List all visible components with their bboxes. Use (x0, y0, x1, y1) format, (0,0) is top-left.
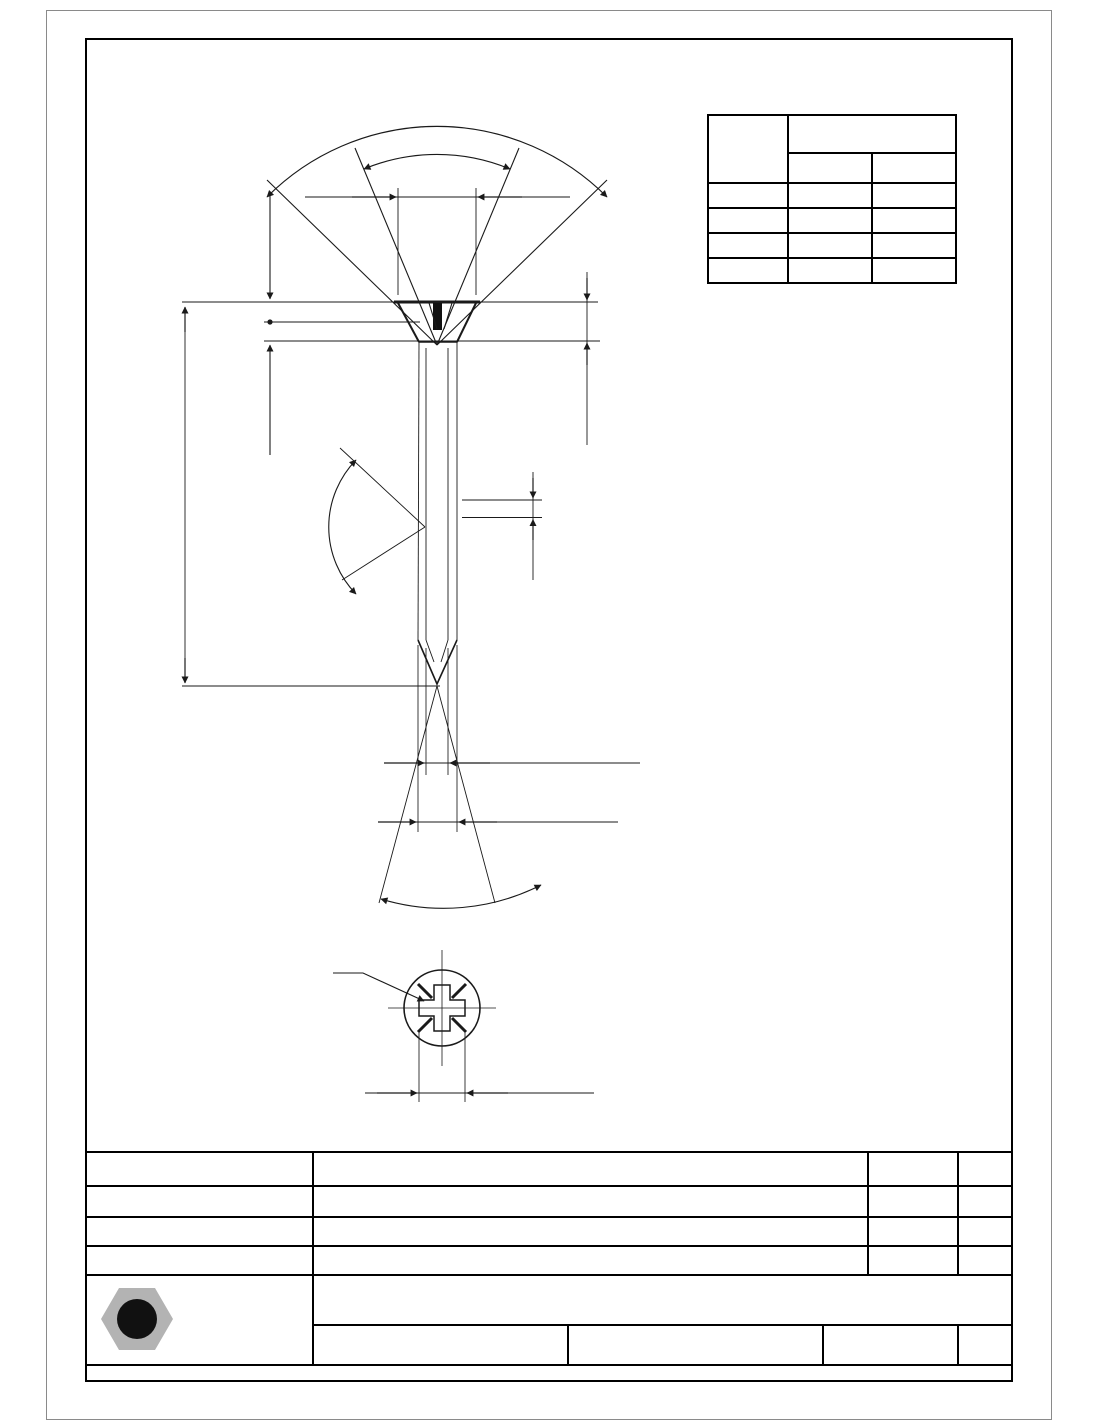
company-logo (89, 1276, 189, 1362)
tolerance-table (707, 114, 957, 284)
divider (87, 1216, 1011, 1218)
divider (87, 1245, 1011, 1247)
tol-max (872, 183, 956, 208)
tol-min (788, 208, 872, 233)
table-row (708, 233, 956, 258)
dim-arc-45 (364, 154, 510, 169)
tol-min (788, 258, 872, 283)
divider (957, 1324, 959, 1364)
tol-group-header (788, 115, 956, 153)
divider (312, 1153, 314, 1364)
tol-max (872, 233, 956, 258)
company-address (189, 1275, 311, 1281)
table-row (708, 258, 956, 283)
divider (567, 1324, 569, 1364)
dim-arc-90 (267, 126, 607, 197)
pozi-recess-view (388, 950, 496, 1066)
logo-circle (117, 1299, 157, 1339)
tip-cone-lines (379, 686, 495, 903)
screw-tip (418, 640, 457, 684)
ref-dot (267, 319, 272, 324)
divider (87, 1364, 1011, 1366)
tol-max (872, 258, 956, 283)
tol-max (872, 208, 956, 233)
thread-angle-lines (340, 448, 425, 580)
tol-range (708, 258, 788, 283)
shank-lines (418, 342, 457, 640)
tol-l-header (708, 115, 788, 183)
tol-min-header (788, 153, 872, 183)
tip-taper-lines (426, 640, 448, 662)
divider (957, 1153, 959, 1274)
divider (822, 1324, 824, 1364)
title-block (85, 1151, 1013, 1382)
tol-min (788, 233, 872, 258)
table-row (708, 183, 956, 208)
divider (867, 1153, 869, 1274)
divider (312, 1324, 1011, 1326)
tol-min (788, 183, 872, 208)
tol-range (708, 233, 788, 258)
tol-range (708, 183, 788, 208)
divider (87, 1185, 1011, 1187)
tol-range (708, 208, 788, 233)
pitch-lines (462, 500, 542, 518)
point-angle-arc (381, 885, 541, 908)
tol-max-header (872, 153, 956, 183)
table-row (708, 208, 956, 233)
